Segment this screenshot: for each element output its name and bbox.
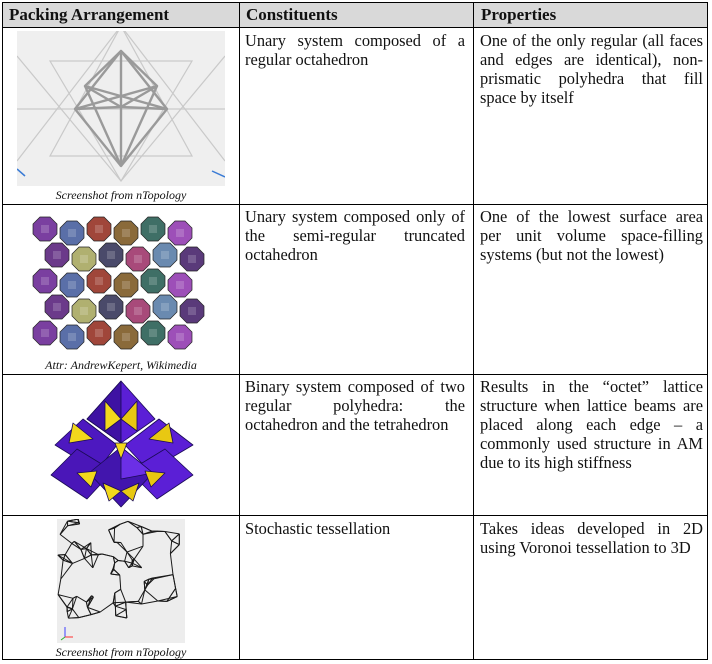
table-header-row [3, 3, 707, 28]
properties-cell: One of the only regular (all faces and edges are identical), non-prismatic polyhedra that fill space by itself [480, 31, 703, 107]
header-constituents: Constituents [246, 5, 338, 24]
properties-cell: Results in the “octet” lattice structure when lattice beams are placed along each edge – a commonly used structure in AM due to its high stiffness [480, 377, 703, 472]
constituents-cell: Stochastic tessellation [245, 519, 391, 538]
packing-table [2, 2, 708, 660]
octet-image [17, 379, 225, 511]
constituents-cell: Unary system composed of a regular octahedron [245, 31, 465, 69]
properties-cell: Takes ideas developed in 2D using Voronoi tessellation to 3D [480, 519, 703, 557]
constituents-cell: Binary system composed of two regular polyhedra: the octahedron and the tetrahedron [245, 377, 465, 434]
row-divider [3, 374, 707, 375]
truncated-octahedron-image [17, 209, 225, 357]
octahedron-image [17, 31, 225, 186]
column-divider [473, 3, 474, 659]
image-caption: Screenshot from nTopology [55, 188, 187, 202]
header-packing-arrangement: Packing Arrangement [9, 5, 170, 24]
constituents-cell: Unary system composed only of the semi-regular truncated octahedron [245, 207, 465, 264]
row-divider [3, 515, 707, 516]
voronoi-image [57, 519, 185, 643]
row-divider [3, 204, 707, 205]
properties-cell: One of the lowest surface area per unit volume space-filling systems (but not the lowest) [480, 207, 703, 264]
column-divider [239, 3, 240, 659]
image-caption: Screenshot from nTopology [55, 645, 187, 659]
header-properties: Properties [481, 5, 557, 24]
image-caption: Attr: AndrewKepert, Wikimedia [45, 358, 197, 372]
